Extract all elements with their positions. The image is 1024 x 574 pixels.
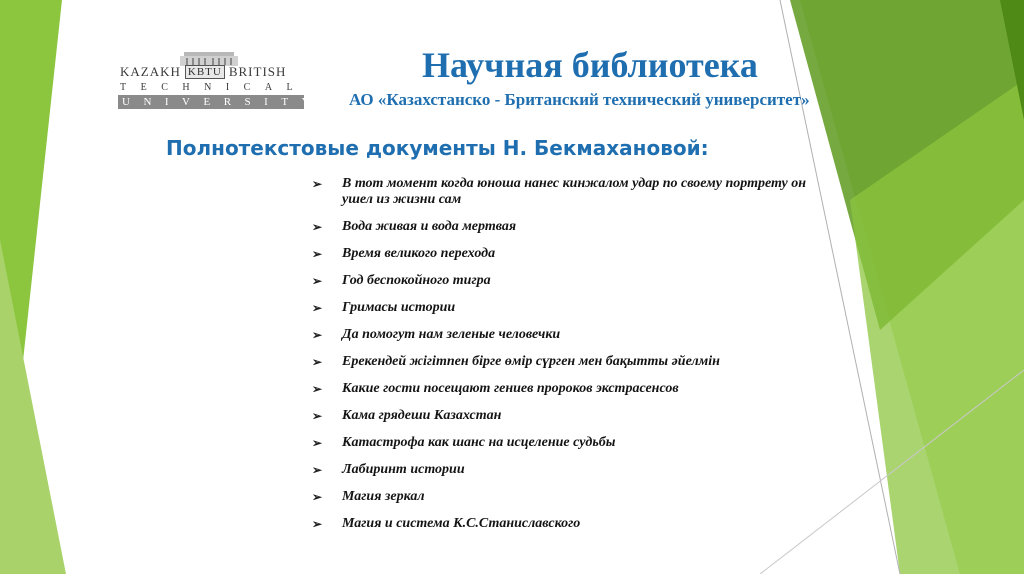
logo-word-british: BRITISH bbox=[228, 64, 287, 79]
arrow-bullet-icon: ➢ bbox=[312, 177, 323, 191]
document-title: В тот момент когда юноша нанес кинжалом удар по своему портрету он ушел из жизни сам bbox=[342, 176, 807, 207]
arrow-bullet-icon: ➢ bbox=[312, 274, 323, 288]
document-list bbox=[312, 176, 832, 543]
document-title: Вода живая и вода мертвая bbox=[342, 219, 517, 234]
document-item[interactable] bbox=[312, 176, 832, 208]
arrow-bullet-icon: ➢ bbox=[312, 409, 323, 423]
document-item[interactable] bbox=[312, 300, 832, 316]
logo-word-university: UNIVERSITY bbox=[118, 95, 304, 109]
arrow-bullet-icon: ➢ bbox=[312, 301, 323, 315]
document-item[interactable] bbox=[312, 408, 832, 424]
document-item[interactable] bbox=[312, 381, 832, 397]
arrow-bullet-icon: ➢ bbox=[312, 247, 323, 261]
arrow-bullet-icon: ➢ bbox=[312, 355, 323, 369]
document-item[interactable] bbox=[312, 354, 832, 370]
arrow-bullet-icon: ➢ bbox=[312, 517, 323, 531]
logo-word-technical: TECHNICAL bbox=[120, 82, 308, 93]
document-title: Какие гости посещают гениев пророков экстрасенсов bbox=[342, 381, 679, 396]
document-item[interactable] bbox=[312, 219, 832, 235]
document-title: Ерекендей жігітпен бірге өмір сүрген мен бақытты әйелмін bbox=[342, 354, 720, 369]
logo-word-kazakh: KAZAKH bbox=[120, 64, 181, 79]
document-title: Да помогут нам зеленые человечки bbox=[342, 327, 561, 342]
arrow-bullet-icon: ➢ bbox=[312, 382, 323, 396]
document-item[interactable] bbox=[312, 327, 832, 343]
document-title: Время великого перехода bbox=[342, 246, 496, 261]
arrow-bullet-icon: ➢ bbox=[312, 463, 323, 477]
document-item[interactable] bbox=[312, 462, 832, 478]
university-logo bbox=[116, 52, 323, 112]
page-title-text: Научная библиотека bbox=[422, 45, 758, 85]
page-subtitle: АО «Казахстанско - Британский технический университет» bbox=[349, 90, 810, 109]
arrow-bullet-icon: ➢ bbox=[312, 220, 323, 234]
document-title: Кама грядеши Казахстан bbox=[342, 408, 502, 423]
document-title: Магия зеркал bbox=[342, 489, 425, 504]
page-title bbox=[360, 44, 880, 86]
document-item[interactable] bbox=[312, 246, 832, 262]
logo-mark: KBTU bbox=[185, 65, 225, 79]
document-item[interactable] bbox=[312, 435, 832, 451]
arrow-bullet-icon: ➢ bbox=[312, 490, 323, 504]
document-title: Катастрофа как шанс на исцеление судьбы bbox=[342, 435, 616, 450]
document-item[interactable] bbox=[312, 516, 832, 532]
arrow-bullet-icon: ➢ bbox=[312, 436, 323, 450]
document-title: Лабиринт истории bbox=[342, 462, 465, 477]
document-item[interactable] bbox=[312, 273, 832, 289]
section-heading: Полнотекстовые документы Н. Бекмахановой: bbox=[166, 136, 709, 160]
document-title: Гримасы истории bbox=[342, 300, 456, 315]
arrow-bullet-icon: ➢ bbox=[312, 328, 323, 342]
document-title: Магия и система К.С.Станиславского bbox=[342, 516, 581, 531]
document-item[interactable] bbox=[312, 489, 832, 505]
document-title: Год беспокойного тигра bbox=[342, 273, 491, 288]
left-green-band-light bbox=[0, 240, 66, 574]
logo-wordmark-row bbox=[120, 64, 286, 80]
